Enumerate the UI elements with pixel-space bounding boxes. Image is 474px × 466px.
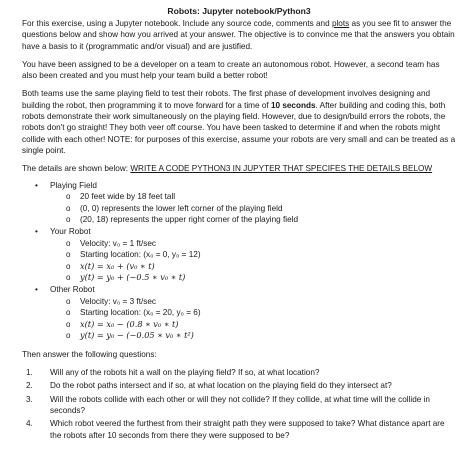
question-text: Do the robot paths intersect and if so, at what location on the playing field do they intersect at? [50,381,392,391]
bullet-dot: • [35,226,38,236]
sub-bullet-circle: o [66,319,71,329]
bullet-label: Playing Field [50,180,97,190]
ten-seconds: 10 seconds [270,100,316,110]
sub-bullet-circle: o [66,192,71,202]
sub-bullet [22,214,456,226]
equation-x: x(t) = x₀ + (v₀ ∗ t) [80,260,155,271]
sub-bullet [22,249,456,261]
details-line [22,163,456,174]
sub-bullet [22,319,456,331]
sub-bullet [22,296,456,308]
sub-bullet-circle: o [66,273,71,283]
sub-bullet-text: 20 feet wide by 18 feet tall [80,192,176,202]
equation-y: y(t) = y₀ − (−0.05 ∗ v₀ ∗ t²) [80,330,194,341]
question-number: 1. [26,368,33,378]
question-number: 3. [26,394,33,404]
question-item [22,418,456,441]
sub-bullet-text: (0, 0) represents the lower left corner of the playing field [80,203,283,213]
plots-word: plots [331,19,350,28]
document-title: Robots: Jupyter notebook/Python3 [167,6,311,16]
bullet-other-robot [22,284,456,296]
bullet-playing-field [22,180,456,192]
sub-bullet-text: (20, 18) represents the upper right corner of the playing field [80,215,299,225]
sub-bullet [22,272,456,284]
bullet-label: Your Robot [50,226,91,236]
sub-bullet [22,261,456,273]
bullet-dot: • [35,180,38,190]
bullet-your-robot [22,226,456,238]
question-number: 2. [26,381,33,391]
sub-bullet-circle: o [66,261,71,271]
sub-bullet-text: Starting location: (x₀ = 0, y₀ = 12) [80,250,201,260]
question-text: Which robot veered the furthest from their straight path they were supposed to take? What distance apart are the robots after 10 seconds from there they were supposed to be? [50,419,445,440]
details-instruction: WRITE A CODE PYTHON3 IN JUPYTER THAT SPECIFES THE DETAILS BELOW [130,164,433,174]
question-text: Will the robots collide with each other or will they not collide? If they collide, at what time will the collide in seconds? [50,394,430,416]
details-pre: The details are shown below: [22,164,131,174]
sub-bullet-text: Velocity: v₀ = 3 ft/sec [80,296,156,306]
sub-bullet [22,191,456,203]
question-item [22,367,456,378]
sub-bullet-text: Velocity: v₀ = 1 ft/sec [80,238,156,248]
sub-bullet-circle: o [66,331,71,341]
equation-y: y(t) = y₀ + (−0.5 ∗ v₀ ∗ t) [80,272,186,283]
sub-bullet-circle: o [66,203,71,213]
sub-bullet-circle: o [66,308,71,318]
sub-bullet-text: Starting location: (x₀ = 20, y₀ = 6) [80,308,201,318]
equation-x: x(t) = x₀ − (0.8 ∗ v₀ ∗ t) [80,318,179,329]
intro-paragraph [22,18,456,52]
sub-bullet [22,307,456,319]
question-number: 4. [26,419,33,429]
bullet-dot: • [35,284,38,294]
questions-intro: Then answer the following questions: [22,349,157,359]
sub-bullet [22,238,456,250]
sub-bullet-circle: o [66,250,71,260]
question-text: Will any of the robots hit a wall on the playing field? If so, at what location? [50,368,320,378]
sub-bullet [22,330,456,342]
intro-text-pre: For this exercise, using a Jupyter notebook. Include any source code, comments and [22,19,332,28]
intro-text-post: as you see fit to answer the questions below and show how you arrived at your answer. The objective is to convince me that the answers you obtain have a basis to it (programmatic and/or visual) and are justified. [22,19,455,51]
sub-bullet-circle: o [66,296,71,306]
playing-field-paragraph [22,88,456,156]
sub-bullet-circle: o [66,238,71,248]
sub-bullet [22,203,456,215]
para3-post: . After building and coding this, both robots demonstrate their work simultaneously on the playing field. However, due to design/build errors the robots, the robots don't go straight! They both veer off course. You have been tasked to determine if and when the robots might collide with each other! NOTE: for purposes of this exercise, assume your robots are very small and can be treated as a single point. [22,100,456,155]
question-item [22,394,456,417]
bullet-label: Other Robot [50,284,95,294]
question-item [22,380,456,391]
sub-bullet-circle: o [66,215,71,225]
assignment-paragraph: You have been assigned to be a developer on a team to create an autonomous robot. However, a second team has also been created and you must help your team build a better robot! [22,59,440,81]
para3-pre: Both teams use the same playing field to test their robots. The first phase of development involves designing and building the robot, then programming it to move forward for a time of [22,89,431,110]
